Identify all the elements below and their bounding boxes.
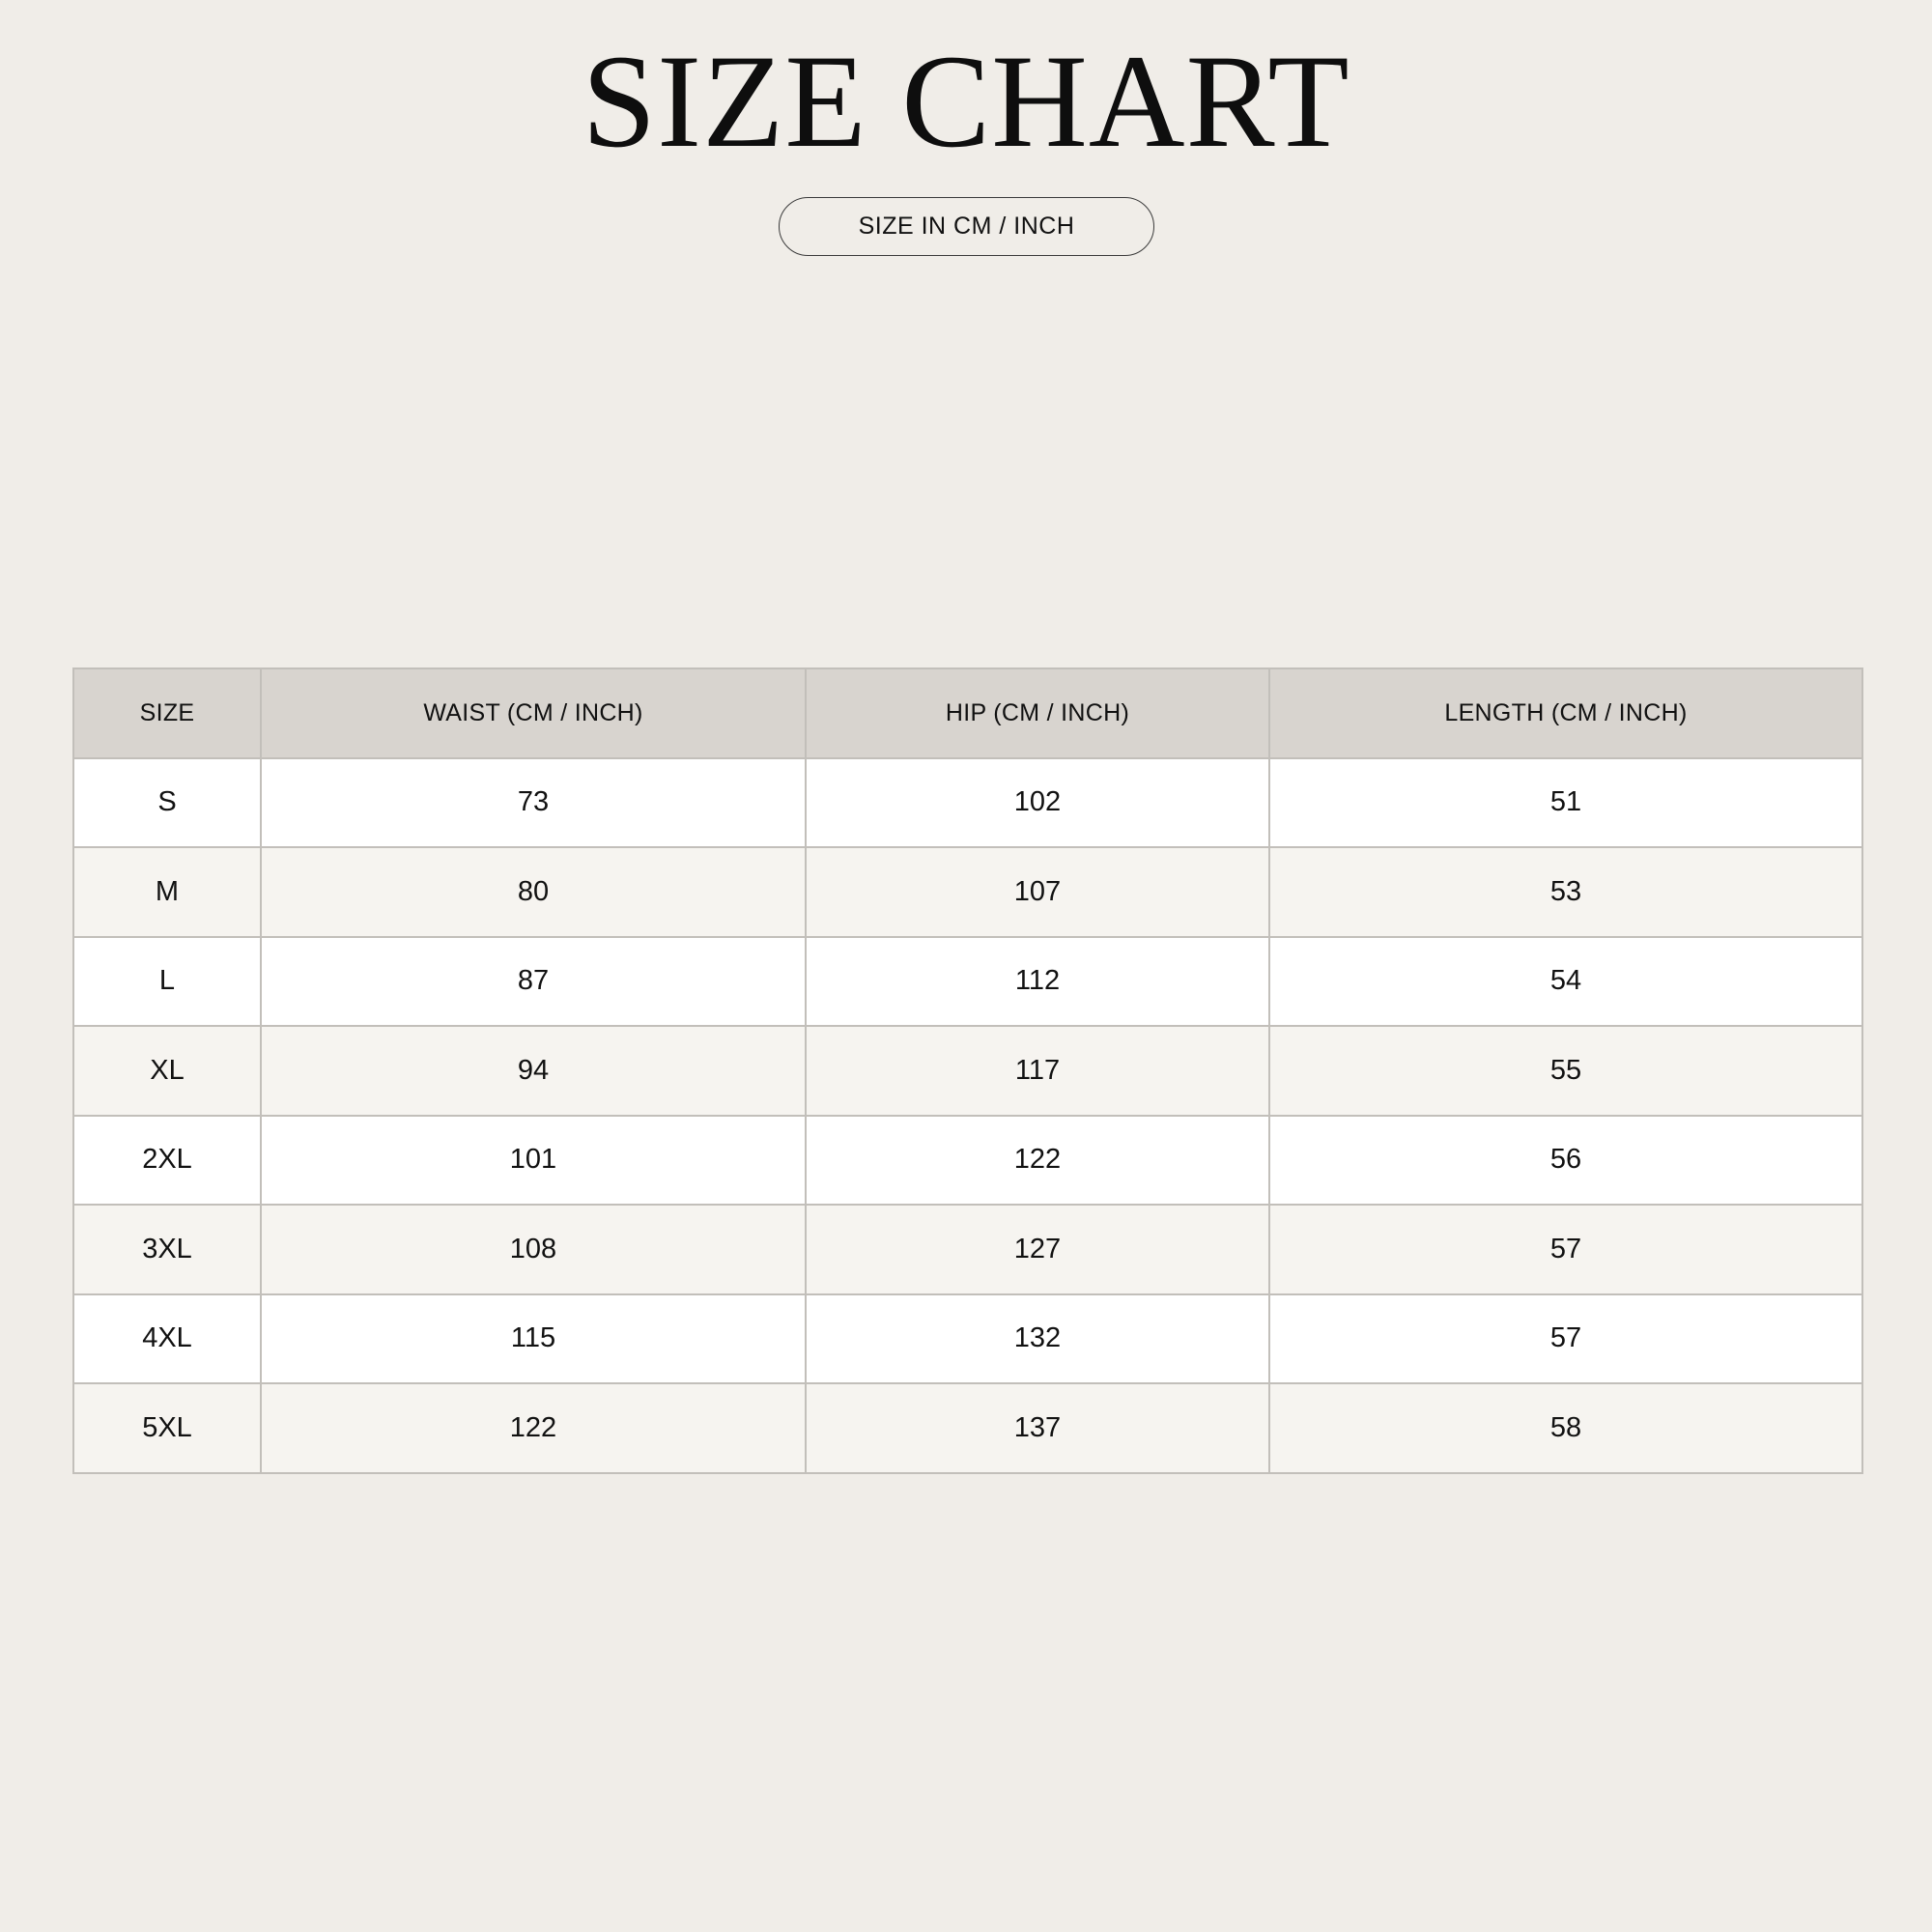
table-row xyxy=(73,1116,1862,1206)
column-header-waist: WAIST (CM / INCH) xyxy=(261,668,806,758)
waist-cell: 94 xyxy=(261,1026,806,1116)
table-row xyxy=(73,1026,1862,1116)
table-row xyxy=(73,1383,1862,1473)
waist-cell: 87 xyxy=(261,937,806,1027)
waist-cell: 115 xyxy=(261,1294,806,1384)
table-row xyxy=(73,847,1862,937)
column-header-length: LENGTH (CM / INCH) xyxy=(1269,668,1862,758)
unit-label: SIZE IN CM / INCH xyxy=(858,213,1075,240)
column-header-size: SIZE xyxy=(73,668,261,758)
column-header-hip: HIP (CM / INCH) xyxy=(806,668,1269,758)
length-cell: 57 xyxy=(1269,1294,1862,1384)
table-row xyxy=(73,937,1862,1027)
unit-badge xyxy=(779,197,1154,256)
size-cell: S xyxy=(73,758,261,848)
table-row xyxy=(73,758,1862,848)
hip-cell: 137 xyxy=(806,1383,1269,1473)
table-row xyxy=(73,1294,1862,1384)
hip-cell: 112 xyxy=(806,937,1269,1027)
size-cell: 3XL xyxy=(73,1205,261,1294)
size-cell: 4XL xyxy=(73,1294,261,1384)
size-cell: M xyxy=(73,847,261,937)
length-cell: 54 xyxy=(1269,937,1862,1027)
table-header-row xyxy=(73,668,1862,758)
hip-cell: 132 xyxy=(806,1294,1269,1384)
size-table xyxy=(72,668,1863,1474)
hip-cell: 102 xyxy=(806,758,1269,848)
length-cell: 56 xyxy=(1269,1116,1862,1206)
size-cell: L xyxy=(73,937,261,1027)
waist-cell: 80 xyxy=(261,847,806,937)
hip-cell: 117 xyxy=(806,1026,1269,1116)
length-cell: 58 xyxy=(1269,1383,1862,1473)
hip-cell: 122 xyxy=(806,1116,1269,1206)
hip-cell: 127 xyxy=(806,1205,1269,1294)
length-cell: 53 xyxy=(1269,847,1862,937)
page-title: SIZE CHART xyxy=(582,27,1350,175)
waist-cell: 122 xyxy=(261,1383,806,1473)
waist-cell: 73 xyxy=(261,758,806,848)
waist-cell: 101 xyxy=(261,1116,806,1206)
waist-cell: 108 xyxy=(261,1205,806,1294)
size-cell: XL xyxy=(73,1026,261,1116)
size-cell: 2XL xyxy=(73,1116,261,1206)
size-cell: 5XL xyxy=(73,1383,261,1473)
length-cell: 51 xyxy=(1269,758,1862,848)
hip-cell: 107 xyxy=(806,847,1269,937)
table-row xyxy=(73,1205,1862,1294)
length-cell: 55 xyxy=(1269,1026,1862,1116)
length-cell: 57 xyxy=(1269,1205,1862,1294)
